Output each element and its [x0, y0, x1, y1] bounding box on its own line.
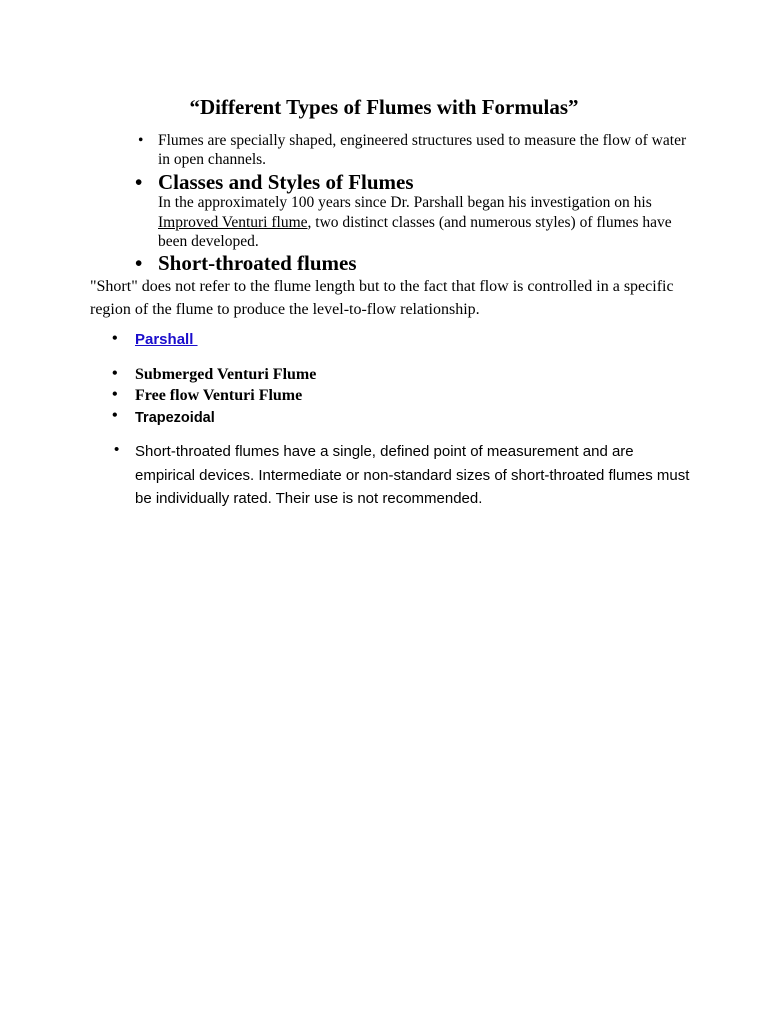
section-heading-short-throated: Short-throated flumes: [158, 251, 357, 275]
bullet-marker: •: [112, 365, 118, 382]
bullet-marker: •: [112, 330, 118, 347]
short-throated-paragraph: "Short" does not refer to the flume length but to the fact that flow is controlled in a specific region of the flume to produce the level-to-flow relationship.: [90, 278, 674, 318]
bullet-marker: •: [112, 386, 118, 403]
bullet-marker: •: [135, 170, 143, 194]
list-item: Trapezoidal: [135, 410, 215, 426]
section-heading-classes: Classes and Styles of Flumes: [158, 170, 414, 194]
list-item: Free flow Venturi Flume: [135, 387, 303, 404]
improved-venturi-underlined: Improved Venturi flume: [158, 213, 308, 231]
bullet-marker: •: [135, 251, 143, 275]
classes-paragraph: [158, 193, 688, 252]
page-title: “Different Types of Flumes with Formulas”: [189, 95, 579, 119]
bullet-marker: •: [138, 132, 144, 149]
closing-bullet-text: Short-throated flumes have a single, defined point of measurement and are empirical devices. Intermediate or non-standard sizes of short-throated flumes must be individually rated. Their use is not recommended.: [135, 443, 690, 507]
parshall-link[interactable]: Parshall: [135, 331, 198, 348]
classes-text-after: , two distinct classes (and numerous styles) of flumes have been developed.: [158, 213, 672, 250]
classes-text-before: In the approximately 100 years since Dr. Parshall began his investigation on his: [158, 194, 652, 211]
bullet-marker: •: [114, 441, 120, 458]
bullet-marker: •: [112, 407, 118, 424]
list-item: Submerged Venturi Flume: [135, 366, 317, 383]
intro-bullet-text: Flumes are specially shaped, engineered structures used to measure the flow of water in open channels.: [158, 132, 687, 168]
